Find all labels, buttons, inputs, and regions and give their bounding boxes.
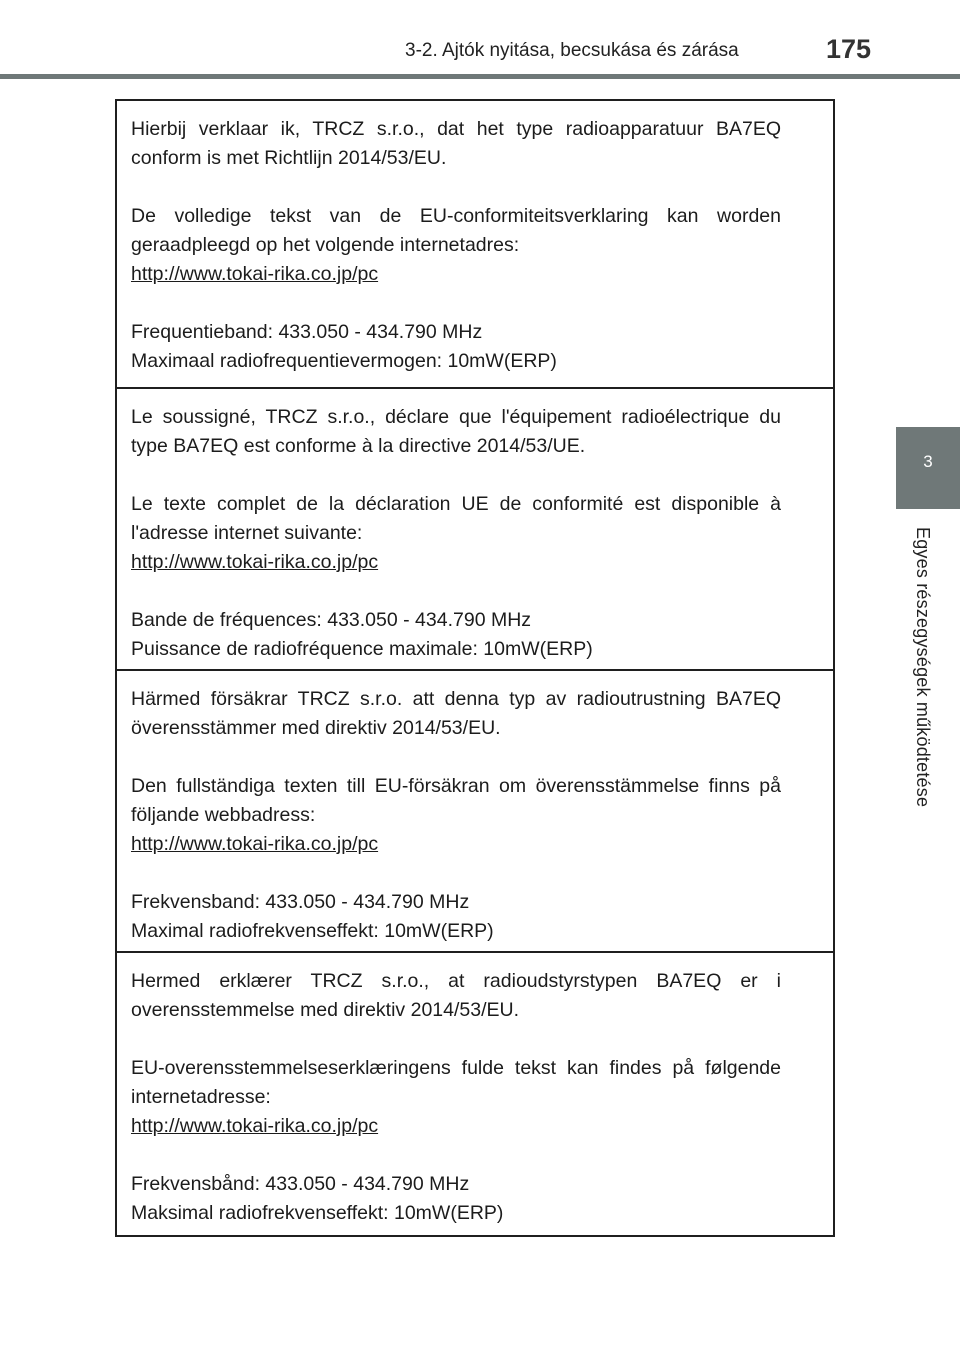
declaration-url-link[interactable]: http://www.tokai-rika.co.jp/pc — [131, 551, 379, 573]
declaration-frequency: Bande de fréquences: 433.050 - 434.790 MHz — [131, 609, 532, 631]
declaration-statement: Härmed försäkrar TRCZ s.r.o. att denna typ av radioutrustning BA7EQ överensstämmer med direktiv 2014/53/EU. — [131, 688, 781, 739]
page-number: 175 — [826, 34, 872, 64]
declaration-url-link[interactable]: http://www.tokai-rika.co.jp/pc — [131, 263, 379, 285]
declaration-french — [117, 387, 833, 671]
declaration-statement: Hierbij verklaar ik, TRCZ s.r.o., dat het type radioapparatuur BA7EQ conform is met Richtlijn 2014/53/EU. — [131, 118, 781, 169]
declaration-full-text-info: EU-overensstemmelseserklæringens fulde tekst kan findes på følgende internetadresse: — [131, 1057, 781, 1108]
declaration-power: Puissance de radiofréquence maximale: 10mW(ERP) — [131, 638, 593, 660]
declaration-url-link[interactable]: http://www.tokai-rika.co.jp/pc — [131, 833, 379, 855]
declaration-power: Maksimal radiofrekvenseffekt: 10mW(ERP) — [131, 1202, 504, 1224]
section-title: 3-2. Ajtók nyitása, becsukása és zárása — [405, 40, 739, 61]
declaration-full-text-info: Le texte complet de la déclaration UE de conformité est disponible à l'adresse internet suivante: — [131, 493, 781, 544]
declaration-full-text-info: De volledige tekst van de EU-conformiteitsverklaring kan worden geraadpleegd op het volgende internetadres: — [131, 205, 781, 256]
declaration-power: Maximaal radiofrequentievermogen: 10mW(ERP) — [131, 350, 557, 372]
declaration-url-link[interactable]: http://www.tokai-rika.co.jp/pc — [131, 1115, 379, 1137]
header-divider — [0, 74, 960, 79]
declaration-frequency: Frequentieband: 433.050 - 434.790 MHz — [131, 321, 483, 343]
declaration-statement: Le soussigné, TRCZ s.r.o., déclare que l'équipement radioélectrique du type BA7EQ est conforme à la directive 2014/53/UE. — [131, 406, 781, 457]
declaration-danish — [117, 951, 833, 1235]
declaration-frequency: Frekvensbånd: 433.050 - 434.790 MHz — [131, 1173, 470, 1195]
chapter-tab: 3 — [896, 427, 960, 509]
declaration-dutch — [117, 101, 833, 389]
declaration-full-text-info: Den fullständiga texten till EU-försäkran om överensstämmelse finns på följande webbadress: — [131, 775, 781, 826]
declaration-statement: Hermed erklærer TRCZ s.r.o., at radioudstyrstypen BA7EQ er i overensstemmelse med direktiv 2014/53/EU. — [131, 970, 781, 1021]
declarations-box — [115, 99, 835, 1237]
declaration-power: Maximal radiofrekvenseffekt: 10mW(ERP) — [131, 920, 494, 942]
declaration-frequency: Frekvensband: 433.050 - 434.790 MHz — [131, 891, 470, 913]
declaration-swedish — [117, 669, 833, 953]
chapter-tab-label: Egyes részegységek működtetése — [913, 527, 933, 808]
